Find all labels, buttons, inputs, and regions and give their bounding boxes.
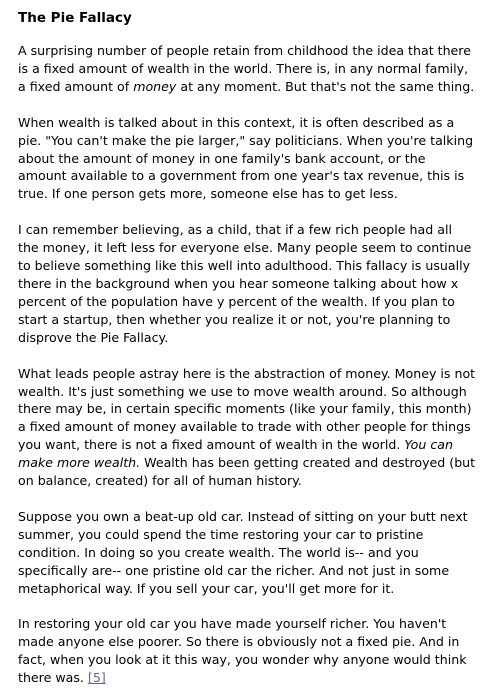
paragraph-6-text: In restoring your old car you have made yourself richer. You haven't made anyone else poorer. So there is obviously not a fixed pie. And in fact, when you look at it this way, you wonder why anyone would think there was. [18,616,467,686]
paragraph-1-text-a: A surprising number of people retain from childhood the idea that there is a fixed amount of wealth in the world. There is, in any normal family, a fixed amount of [18,43,471,94]
paragraph-3: I can remember believing, as a child, that if a few rich people had all the money, it left less for everyone else. Many people seem to continue to believe something like this well into adulthood. This fallacy is usually there in the background when you hear someone talking about how x percent of the population have y percent of the wealth. If you plan to start a startup, then whether you realize it or not, you're planning to disprove the Pie Fallacy. [18,222,472,345]
paragraph-6 [18,615,476,687]
paragraph-1-text-b: at any moment. But that's not the same thing. [176,78,475,94]
paragraph-2: When wealth is talked about in this context, it is often described as a pie. "You can't make the pie larger," say politicians. When you're talking about the amount of money in one family's bank account, or the amount available to a government from one year's tax revenue, this is true. If one person gets more, someone else has to get less. [18,114,474,202]
paragraph-4-emphasis: You can make more wealth. [18,437,453,471]
paragraph-4 [18,365,476,490]
paragraph-5: Suppose you own a beat-up old car. Instead of sitting on your butt next summer, you could spend the time restoring your car to pristine condition. In doing so you create wealth. The world is-- and you specifically are-- one pristine old car the richer. And not just in some metaphorical way. If you sell your car, you'll get more for it. [18,508,468,596]
paragraph-1 [18,42,476,96]
paragraph-4-text-a: What leads people astray here is the abstraction of money. Money is not wealth. It's just something we use to move wealth around. So although there may be, in certain specific moments (like your family, this month) a fixed amount of money available to trade with other people for things you want, there is not a fixed amount of wealth in the world. [18,365,476,453]
paragraph-1-emphasis: money [133,78,177,94]
article-title: The Pie Fallacy [18,10,132,26]
paragraph-4-text-b: Wealth has been getting created and destroyed (but on balance, created) for all of human history. [18,455,476,489]
footnote-link[interactable]: [5] [87,670,106,686]
